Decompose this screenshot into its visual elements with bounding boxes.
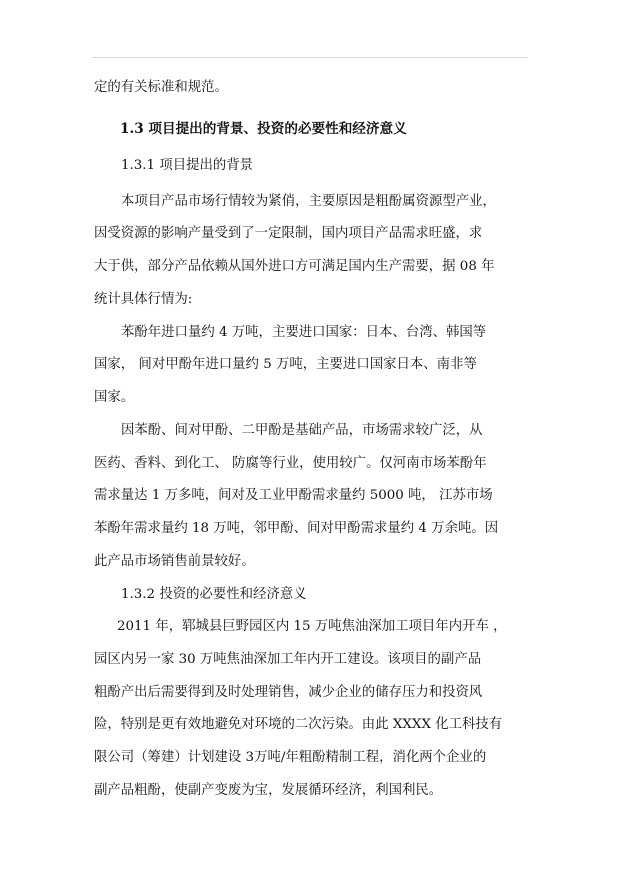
paragraph-4-line: 粗酚产出后需要得到及时处理销售，减少企业的储存压力和投资风 [94,685,483,700]
paragraph-4-line: 副产品粗酚，使副产变废为宝，发展循环经济，利国利民。 [94,783,443,798]
subsection-heading-1: 1.3.1 项目提出的背景 [121,158,254,173]
paragraph-3-line: 此产品市场销售前景较好。 [94,554,255,569]
paragraph-3-line: 苯酚年需求量约 18 万吨，邻甲酚、间对甲酚需求量约 4 万余吨。因 [94,521,499,536]
paragraph-4-line: 2011 年，郓城县巨野园区内 15 万吨焦油深加工项目年内开车 ， [117,619,507,634]
paragraph-1-line: 大于供，部分产品依赖从国外进口方可满足国内生产需要，据 08 年 [94,259,495,274]
section-heading: 1.3 项目提出的背景、投资的必要性和经济意义 [120,121,407,137]
paragraph-1-line: 统计具体行情为: [94,292,193,307]
header-rule [92,57,528,58]
paragraph-2-line: 苯酚年进口量约 4 万吨，主要进口国家：日本、台湾、韩国等 [121,325,487,340]
paragraph-3-line: 需求量达 1 万多吨，间对及工业甲酚需求量约 5000 吨， 江苏市场 [94,488,493,503]
paragraph-2-line: 国家。 [94,390,135,405]
paragraph-4-line: 限公司（筹建）计划建设 3万吨/年粗酚精制工程，消化两个企业的 [94,750,487,765]
paragraph-1-line: 因受资源的影响产量受到了一定限制，国内项目产品需求旺盛，求 [94,226,483,241]
paragraph-3-line: 医药、香料、到化工、 防腐等行业，使用较广。仅河南市场苯酚年 [94,456,487,471]
paragraph-4-line: 园区内另一家 30 万吨焦油深加工年内开工建设。该项目的副产品 [94,652,482,667]
paragraph-1-line: 本项目产品市场行情较为紧俏，主要原因是粗酚属资源型产业， [121,194,496,209]
carry-over-line: 定的有关标准和规范。 [94,80,228,95]
paragraph-4-line: 险，特别是更有效地避免对环境的二次污染。由此 XXXX 化工科技有 [94,717,503,732]
subsection-heading-2: 1.3.2 投资的必要性和经济意义 [121,587,307,602]
paragraph-2-line: 国家， 间对甲酚年进口量约 5 万吨，主要进口国家日本、南非等 [94,357,477,372]
paragraph-3-line: 因苯酚、间对甲酚、二甲酚是基础产品，市场需求较广泛，从 [121,423,483,438]
